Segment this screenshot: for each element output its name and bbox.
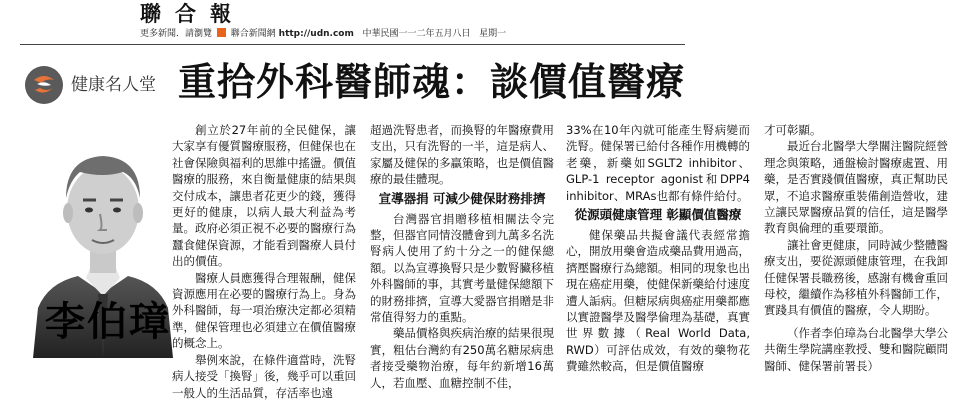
article-headline: 重拾外科醫師魂：談價值醫療 bbox=[178, 60, 686, 104]
health-logo-icon bbox=[25, 66, 63, 104]
section-badge-label: 健康名人堂 bbox=[71, 75, 156, 95]
article-column-3 bbox=[566, 122, 750, 375]
article-column-2 bbox=[370, 122, 554, 391]
author-signature: 李伯璋 bbox=[45, 298, 171, 345]
publish-weekday: 星期一 bbox=[479, 29, 507, 39]
site-name: 聯合新聞網 bbox=[230, 29, 276, 39]
subheading: 宣導器捐 可減少健保財務排擠 bbox=[378, 190, 546, 206]
paragraph: 才可彰顯。 bbox=[764, 123, 822, 137]
paragraph: 超過洗腎患者，而換腎的年醫療費用支出，只有洗腎的一半，這是病人、家屬及健保的多贏策略，也是價值醫療的最佳體現。 bbox=[370, 123, 554, 187]
paragraph: 台灣器官捐贈移植相關法令完整，但器官同情沒體會到九萬多名洗腎病人使用了約十分之一的健保總額。以為宣導換腎只是少數腎臟移植外科醫師的事，其實考量健保總額下的財務排擠，宣導大愛器官捐贈是非常值得努力的重點。 bbox=[370, 211, 554, 325]
newspaper-title: 聯合報 bbox=[140, 1, 245, 26]
article-column-1 bbox=[172, 122, 356, 401]
masthead bbox=[140, 2, 680, 44]
paragraph: 33%在10年內就可能產生腎病變而洗腎。健保署已給付各種作用機轉的老藥，新藥如SGLT2 inhibitor、GLP-1 receptor agonist和DPP4 inhibitor、MRAs也都有條件給付。 bbox=[566, 123, 750, 203]
udn-logo-icon bbox=[217, 28, 226, 37]
paragraph: 讓社會更健康，同時減少整體醫療支出，要從源頭健康管理，在我卸任健保署長職務後，感謝有機會重回母校，繼續作為移植外科醫師工作，實踐具有價值的醫療，令人期盼。 bbox=[764, 237, 948, 318]
masthead-divider bbox=[20, 44, 685, 45]
paragraph: 健保藥品共擬會議代表經常擔心，開放用藥會造成藥品費用過高，擠壓醫療行為總額。相同的現象也出現在癌症用藥，使健保新藥給付速度遭人詬病。但糖尿病與癌症用藥都應以實證醫學及醫學倫理為基礎，真實世界數據（Real World Data, RWD）可評估成效，有效的藥物花費雖然較高，但是價值醫療 bbox=[566, 228, 750, 374]
paragraph: 舉例來說，在條件適當時，洗腎病人接受「換腎」後，幾乎可以重回一般人的生活品質，存活率也遠 bbox=[172, 352, 356, 400]
publish-date: 中華民國一一二年五月八日 bbox=[362, 29, 471, 39]
nav-text: 更多新聞．請瀏覽 bbox=[140, 29, 213, 39]
author-byline: （作者李伯璋為台北醫學大學公共衛生學院講座教授、雙和醫院顧問醫師、健保署前署長） bbox=[764, 325, 948, 373]
site-url[interactable]: http://udn.com bbox=[278, 29, 354, 39]
masthead-info-line bbox=[140, 28, 506, 40]
subheading: 從源頭健康管理 彰顯價值醫療 bbox=[574, 207, 742, 223]
paragraph: 醫療人員應獲得合理報酬，健保資源應用在必要的醫療行為上。身為外科醫師，每一項治療決定都必須精準，健保管理也必須建立在價值醫療的概念上。 bbox=[172, 270, 356, 351]
paragraph: 創立於27年前的全民健保，讓大家享有優質醫療服務，但健保也在社會保險與福利的思維中搖盪。價值醫療的服務，來自衡量健康的結果與交付成本，讓患者花更少的錢，獲得更好的健康，以病人最大利益為考量。政府必須正視不必要的醫療行為蠶食健保資源，才能看到醫療人員付出的價值。 bbox=[172, 123, 356, 269]
paragraph: 最近台北醫學大學關注醫院經營理念與策略，通盤檢討醫療處置、用藥，是否實踐價值醫療，真正幫助民眾，不追求醫療重裝備創造營收，建立讓民眾醫療品質的信任，這是醫學教育與倫理的重要環節。 bbox=[764, 139, 948, 236]
paragraph: 藥品價格與疾病治療的結果很現實，粗估台灣約有250萬名糖尿病患者接受藥物治療，每年約新增16萬人，若血壓、血糖控制不佳， bbox=[370, 326, 554, 390]
article-column-4 bbox=[764, 122, 948, 374]
